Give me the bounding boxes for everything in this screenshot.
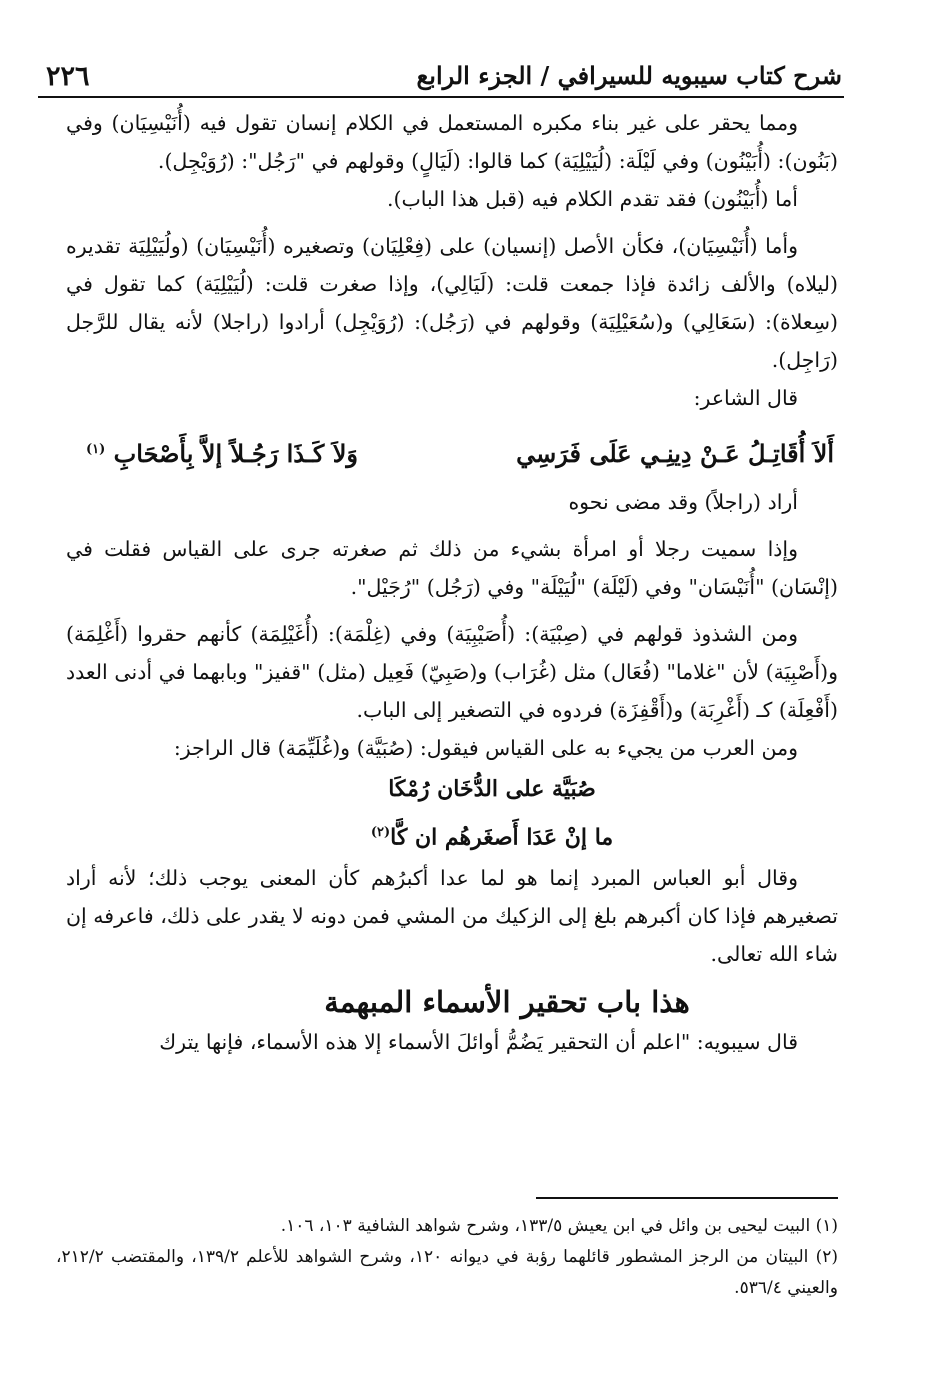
paragraph: ومما يحقر على غير بناء مكبره المستعمل في الكلام إنسان تقول فيه (أُنَيْسِيَان) وفي (بَنُون): (أُبَيْنُون) وفي لَيْلَة: (لُيَيْلِيَة) كما قالوا: (لَيَالٍ) وقولهم في "رَجُل": (رُوَيْجِل). bbox=[66, 111, 838, 173]
page-header bbox=[38, 56, 844, 98]
verse-second-hemistich: وَلاَ كَـذَا رَجُـلاً إلاَّ بِأَصْحَابِ $^{(١)}$ bbox=[86, 439, 358, 468]
verse-first-hemistich: أَلاَ أُقَاتِـلُ عَـنْ دِينِـي عَلَى فَرَسِي bbox=[516, 439, 834, 468]
paragraph: ومن الشذوذ قولهم في (صِبْيَة): (أُصَيْبِيَة) وفي (غِلْمَة): (أُغَيْلِمَة) كأنهم حقروا (أَغْلِمَة) و(أَصْبِيَة) لأن "غلاما" (فُعَال) مثل (غُرَاب) و(صَبِيّ) فَعِيل (مثل) "قفيز" وبابهما في أدنى العدد (أَفْعِلَة) كـ (أَغْرِبَة) و(أَقْفِزَة) فردوه في التصغير إلى الباب. bbox=[66, 622, 838, 722]
paragraph: وقال أبو العباس المبرد إنما هو لما عدا أكبرُهم كأن المعنى يوجب ذلك؛ لأنه أراد تصغيرهم فإذا كان أكبرهم بلغ إلى الزكيك من المشي فمن دونه لا يقدر على ذلك، فاعرفه إن شاء الله تعالى. bbox=[66, 866, 838, 967]
running-title: شرح كتاب سيبويه للسيرافي / الجزء الرابع bbox=[416, 61, 842, 90]
footnote: (١) البيت ليحيى بن وائل في ابن يعيش ١٣٣/٥، وشرح شواهد الشافية ١٠٣، ١٠٦. bbox=[280, 1216, 838, 1236]
footnote: (٢) البيتان من الرجز المشطور قائلهما رؤبة في ديوانه ١٢٠، وشرح الشواهد للأعلم ١٣٩/٢، والمقتضب ٢١٢/٢، والعيني ٥٣٦/٤. bbox=[56, 1247, 839, 1298]
paragraph: أما (أُبَيْنُون) فقد تقدم الكلام فيه (قبل هذا الباب). bbox=[386, 187, 798, 211]
footnote-marker: (١) bbox=[86, 442, 106, 457]
main-text bbox=[66, 104, 838, 1061]
footnote-marker: (٢) bbox=[370, 825, 391, 840]
page-number: ٢٢٦ bbox=[46, 61, 90, 92]
poetry-verse bbox=[66, 417, 838, 483]
footnote-divider bbox=[536, 1197, 838, 1199]
footnotes bbox=[56, 1211, 838, 1304]
chapter-heading: هذا باب تحقير الأسماء المبهمة bbox=[324, 985, 690, 1020]
paragraph: أراد (راجلاً) وقد مضى نحوه bbox=[568, 490, 798, 514]
rajaz-verse bbox=[66, 767, 838, 859]
chapter-opening: قال سيبويه: "اعلم أن التحقير يَضُمُّ أوائلَ الأسماء إلا هذه الأسماء، فإنها يترك bbox=[159, 1030, 798, 1055]
paragraph: ومن العرب من يجيء به على القياس فيقول: (صُبَيَّة) و(غُلَيِّمَة) قال الراجز: bbox=[173, 736, 798, 760]
poet-intro: قال الشاعر: bbox=[693, 386, 798, 410]
paragraph: وأما (أُنَيْسِيَان)، فكأن الأصل (إنسيان) على (فِعْلِيَان) وتصغيره (أُنَيْسِيَان) (ولُيَيْلِيَة تقديره (ليلاه) والألف زائدة فإذا جمعت قلت: (لَيَالِي)، وإذا صغرت قلت: (لُيَيْلِيَة) كما تقول في (سِعلاة): (سَعَالِي) و(سُعَيْلِيَة) وقولهم في (رَجُل): (رُوَيْجِل) أرادوا (راجلا) لأنه يقال للرَّجل (رَاجِل). bbox=[66, 234, 838, 372]
paragraph: وإذا سميت رجلا أو امرأة بشيء من ذلك ثم صغرته جرى على القياس فقلت في (إنْسَان) "أُنَيْسَان" وفي (لَيْلَة) "لُيَيْلَة" وفي (رَجُل) "رُجَيْل". bbox=[66, 537, 838, 599]
rajaz-line: صُبَيَّة على الدُّخَان رُمْكَا bbox=[388, 776, 596, 802]
rajaz-line: ما إنْ عَدَا أَصغَرهُم ان كَّا$^{(٢)}$ bbox=[370, 824, 614, 851]
